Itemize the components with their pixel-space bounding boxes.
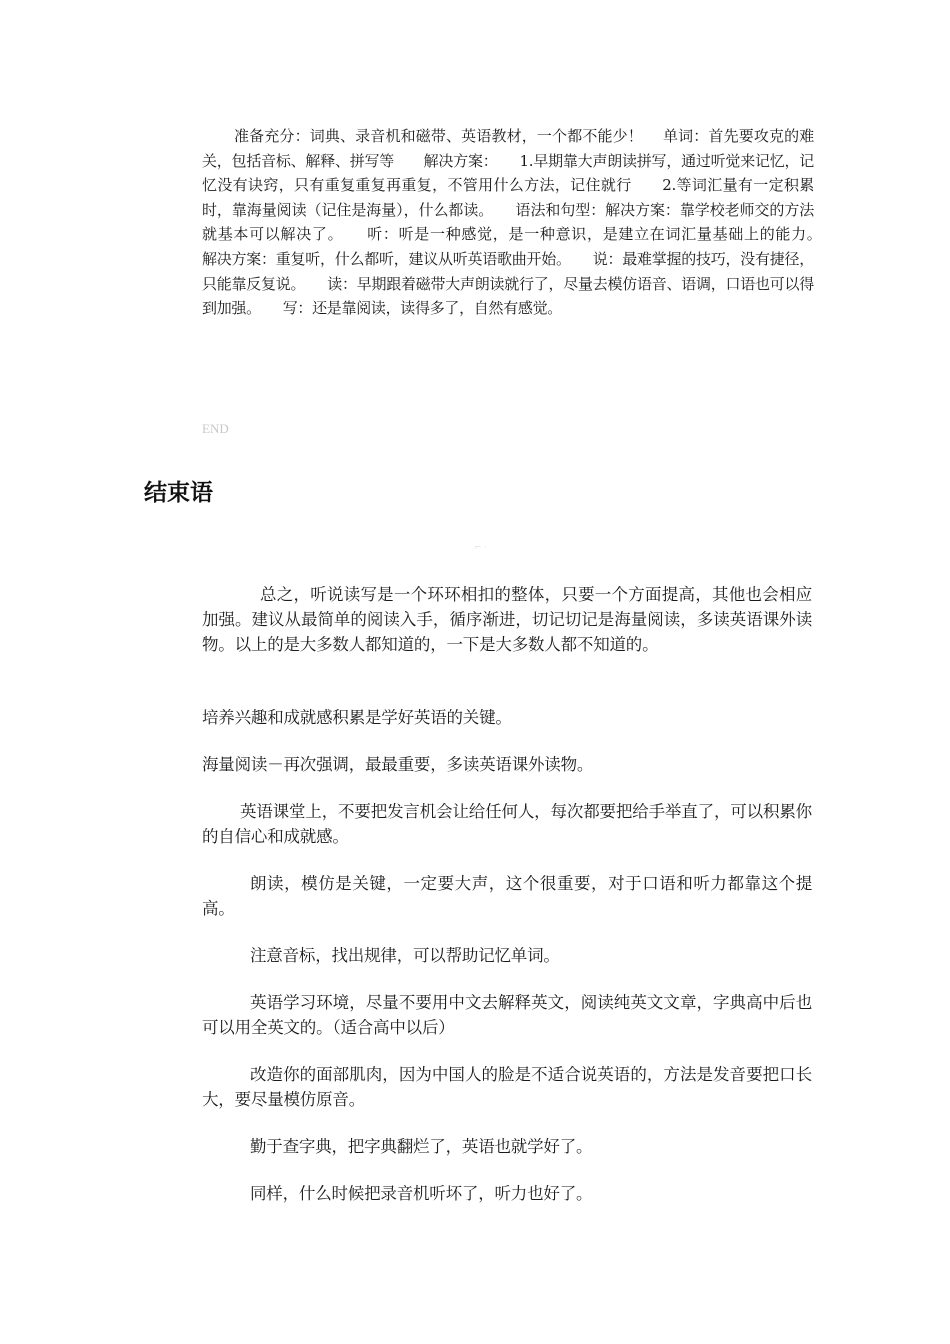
paragraph-summary: 总之，听说读写是一个环环相扣的整体，只要一个方面提高，其他也会相应加强。建议从最简单的阅读入手，循序渐进，切记切记是海量阅读，多读英语课外读物。以上的是大多数人都知道的，一下是大多数人都不知道的。 bbox=[202, 585, 812, 654]
paragraph-environment: 英语学习环境，尽量不要用中文去解释英文，阅读纯英文文章，字典高中后也可以用全英文的。（适合高中以后） bbox=[202, 993, 812, 1037]
paragraph-read-aloud: 朗读，模仿是关键，一定要大声，这个很重要，对于口语和听力都靠这个提高。 bbox=[202, 874, 812, 918]
end-marker: END bbox=[202, 421, 229, 436]
paragraph-recorder: 同样，什么时候把录音机听坏了，听力也好了。 bbox=[250, 1184, 593, 1203]
paragraph-facial-muscles: 改造你的面部肌肉，因为中国人的脸是不适合说英语的，方法是发音要把口长大，要尽量模仿原音。 bbox=[202, 1065, 812, 1109]
paragraph-interest: 培养兴趣和成就感积累是学好英语的关键。 bbox=[202, 708, 512, 727]
paragraph-reading: 海量阅读－再次强调，最最重要，多读英语课外读物。 bbox=[202, 755, 594, 774]
paragraph-classroom: 英语课堂上，不要把发言机会让给任何人，每次都要把给手举直了，可以积累你的自信心和成就感。 bbox=[202, 802, 812, 846]
section-heading: 结束语 bbox=[144, 480, 213, 506]
decorative-mark: ⌐ · bbox=[474, 543, 488, 553]
paragraph-dictionary: 勤于查字典，把字典翻烂了，英语也就学好了。 bbox=[250, 1137, 593, 1156]
intro-paragraph: 准备充分：词典、录音机和磁带、英语教材，一个都不能少！ 单词：首先要攻克的难关，包括音标、解释、拼写等 解决方案： 1.早期靠大声朗读拼写，通过听觉来记忆，记忆没有诀窍，只有重复重复再重复，不管用什么方法，记住就行 2.等词汇量有一定积累时，靠海量阅读（记住是海量），什么都读。 语法和句型：解决方案：靠学校老师交的方法就基本可以解决了。 听：听是一种感觉，是一种意识，是建立在词汇量基础上的能力。 解决方案：重复听，什么都听，建议从听英语歌曲开始。 说：最难掌握的技巧，没有捷径，只能靠反复说。 读：早期跟着磁带大声朗读就行了，尽量去模仿语音、语调，口语也可以得到加强。 写：还是靠阅读，读得多了，自然有感觉。 bbox=[202, 127, 844, 318]
paragraph-phonetics: 注意音标，找出规律，可以帮助记忆单词。 bbox=[250, 946, 560, 965]
